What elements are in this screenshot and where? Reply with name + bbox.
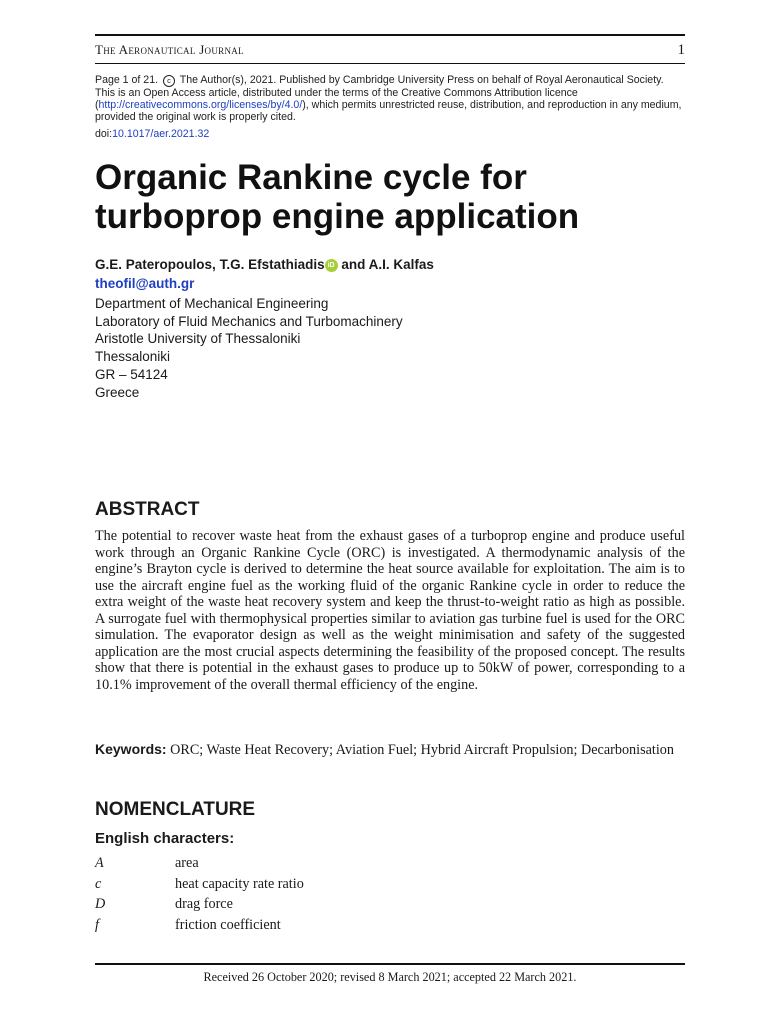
keywords-label: Keywords: <box>95 741 167 757</box>
journal-name: The Aeronautical Journal <box>95 42 244 57</box>
affiliation <box>95 295 403 401</box>
nomenclature-definition: friction coefficient <box>175 916 281 933</box>
nomenclature-symbol: c <box>95 875 102 892</box>
author-list <box>95 257 434 272</box>
nomenclature-heading: NOMENCLATURE <box>95 799 256 820</box>
nomenclature-symbol: A <box>95 855 104 871</box>
author-name: T.G. Efstathiadis <box>219 257 325 272</box>
doi-line <box>95 128 209 140</box>
doi-label: doi: <box>95 128 113 140</box>
nomenclature-row <box>95 855 685 876</box>
keywords <box>95 740 685 759</box>
nomenclature-definition: area <box>175 855 199 871</box>
author-name: A.I. Kalfas <box>368 257 434 272</box>
header-rule <box>95 63 685 64</box>
keywords-list: ORC; Waste Heat Recovery; Aviation Fuel; Hybrid Aircraft Propulsion; Decarbonisation <box>170 742 674 758</box>
nomenclature-list <box>95 855 685 937</box>
article-title <box>95 158 695 236</box>
nomenclature-symbol: f <box>95 916 99 933</box>
page-number: 1 <box>677 42 685 58</box>
author-separator: , <box>212 257 216 272</box>
abstract-text: The potential to recover waste heat from the exhaust gases of a turboprop engine and produce useful work through an Organic Rankine Cycle (ORC) is investigated. A thermodynamic analysis of the engine’s Brayton cycle is derived to determine the heat source available for exploitation. The aim is to use the aircraft engine fuel as the working fluid of the organic Rankine cycle in order to reduce the extra weight of the waste heat recovery system and keep the thrust-to-weight ratio as high as possible. A surrogate fuel with thermophysical properties similar to aviation gas turbine fuel is used for the ORC simulation. The evaporator design as well as the weight minimisation and safety of the suggested application are the most crucial aspects determining the feasibility of the proposed concept. The results show that there is potential in the exhaust gases to produce up to 50kW of power, corresponding to a 10.1% improvement of the overall thermal efficiency of the engine. <box>95 528 685 693</box>
license-text: The Author(s), 2021. Published by Cambridge University Press on behalf of Royal Aeronautical Society. This is an Open Access article, distributed under the terms of the Creative Commons Attribution licence ( <box>95 74 664 112</box>
top-rule <box>95 34 685 36</box>
author-name: G.E. Pateropoulos <box>95 257 213 272</box>
nomenclature-definition: heat capacity rate ratio <box>175 875 304 892</box>
abstract-heading: ABSTRACT <box>95 499 200 520</box>
copyright-icon: c <box>163 75 175 87</box>
author-conjunction: and <box>341 257 366 272</box>
doi-link[interactable]: 10.1017/aer.2021.32 <box>112 128 210 140</box>
affiliation-line: GR – 54124 <box>95 366 168 382</box>
license-page-count: Page 1 of 21. <box>95 74 159 86</box>
nomenclature-subheading: English characters: <box>95 830 235 847</box>
license-text-end: ), which permits unrestricted reuse, distribution, and reproduction in any medium, provided the original work is properly cited. <box>95 99 682 124</box>
nomenclature-row <box>95 876 685 897</box>
nomenclature-definition: drag force <box>175 896 233 912</box>
footer-rule <box>95 963 685 965</box>
license-notice <box>95 74 685 124</box>
nomenclature-row <box>95 896 685 917</box>
title-line-1: Organic Rankine cycle for <box>95 158 527 197</box>
affiliation-line: Aristotle University of Thessaloniki <box>95 331 301 347</box>
title-line-2: turboprop engine application <box>95 197 580 236</box>
affiliation-line: Department of Mechanical Engineering <box>95 296 329 311</box>
affiliation-line: Greece <box>95 384 140 400</box>
corresponding-email[interactable]: theofil@auth.gr <box>95 276 195 291</box>
received-dates: Received 26 October 2020; revised 8 March 2021; accepted 22 March 2021. <box>203 970 577 984</box>
affiliation-line: Laboratory of Fluid Mechanics and Turbomachinery <box>95 313 403 329</box>
nomenclature-symbol: D <box>95 896 106 912</box>
affiliation-line: Thessaloniki <box>95 349 171 365</box>
license-link[interactable]: http://creativecommons.org/licenses/by/4.0/ <box>98 99 303 112</box>
orcid-icon[interactable]: iD <box>325 259 338 272</box>
nomenclature-row <box>95 917 685 938</box>
running-head <box>95 42 685 60</box>
